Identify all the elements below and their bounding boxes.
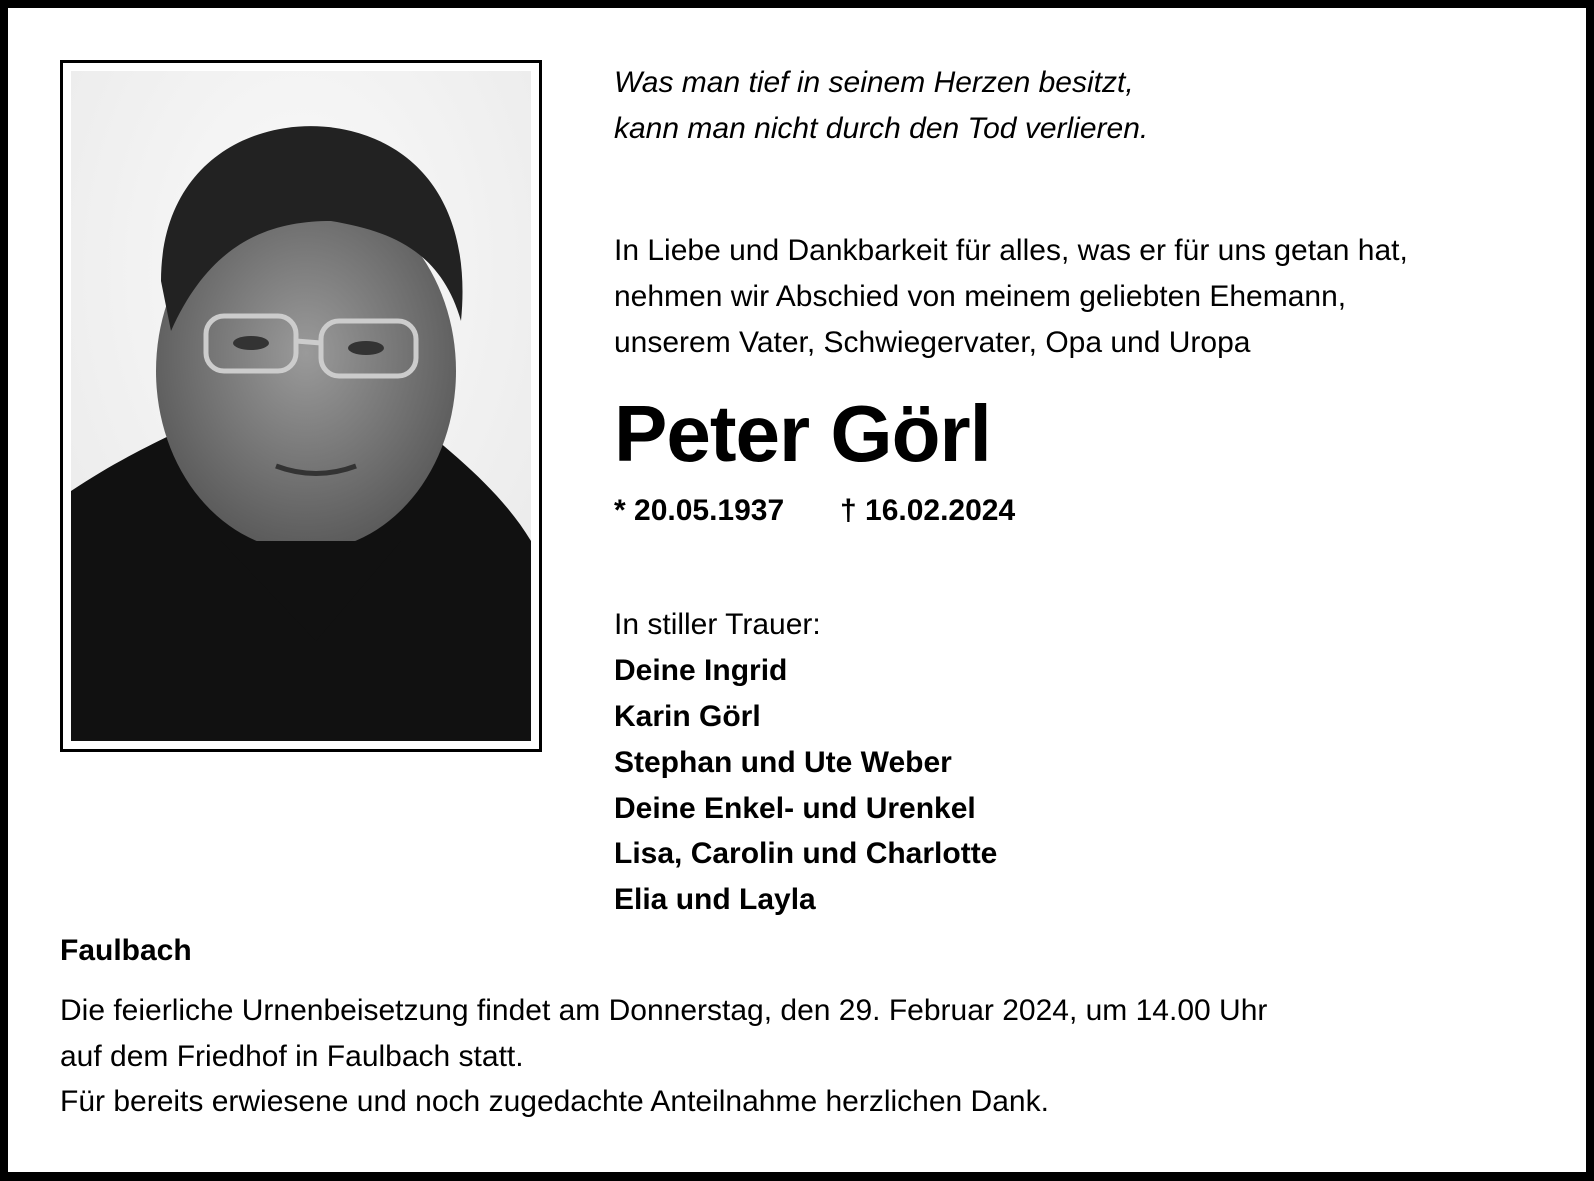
closing-line-2: auf dem Friedhof in Faulbach statt. [60, 1040, 524, 1073]
mourner: Deine Enkel- und Urenkel [614, 792, 976, 825]
intro-line-2: nehmen wir Abschied von meinem geliebten Ehemann, [614, 280, 1347, 313]
quote-line-1: Was man tief in seinem Herzen besitzt, [614, 66, 1134, 99]
intro-line-1: In Liebe und Dankbarkeit für alles, was er für uns getan hat, [614, 234, 1408, 267]
portrait-image [71, 71, 531, 741]
mourner: Deine Ingrid [614, 654, 788, 687]
mourner: Stephan und Ute Weber [614, 746, 952, 779]
closing-line-3: Für bereits erwiesene und noch zugedachte Anteilnahme herzlichen Dank. [60, 1085, 1049, 1118]
mourner: Karin Görl [614, 700, 761, 733]
quote-line-2: kann man nicht durch den Tod verlieren. [614, 112, 1149, 145]
place: Faulbach [60, 934, 192, 967]
deceased-name: Peter Görl [614, 389, 991, 478]
death-date: † 16.02.2024 [840, 494, 1016, 527]
closing-line-1: Die feierliche Urnenbeisetzung findet am Donnerstag, den 29. Februar 2024, um 14.00 Uhr [60, 994, 1268, 1027]
mourner: Lisa, Carolin und Charlotte [614, 837, 998, 870]
portrait-photo [60, 60, 542, 752]
mourner: Elia und Layla [614, 883, 816, 916]
intro-line-3: unserem Vater, Schwiegervater, Opa und Uropa [614, 326, 1251, 359]
mourning-label: In stiller Trauer: [614, 608, 821, 641]
birth-date: * 20.05.1937 [614, 494, 785, 527]
